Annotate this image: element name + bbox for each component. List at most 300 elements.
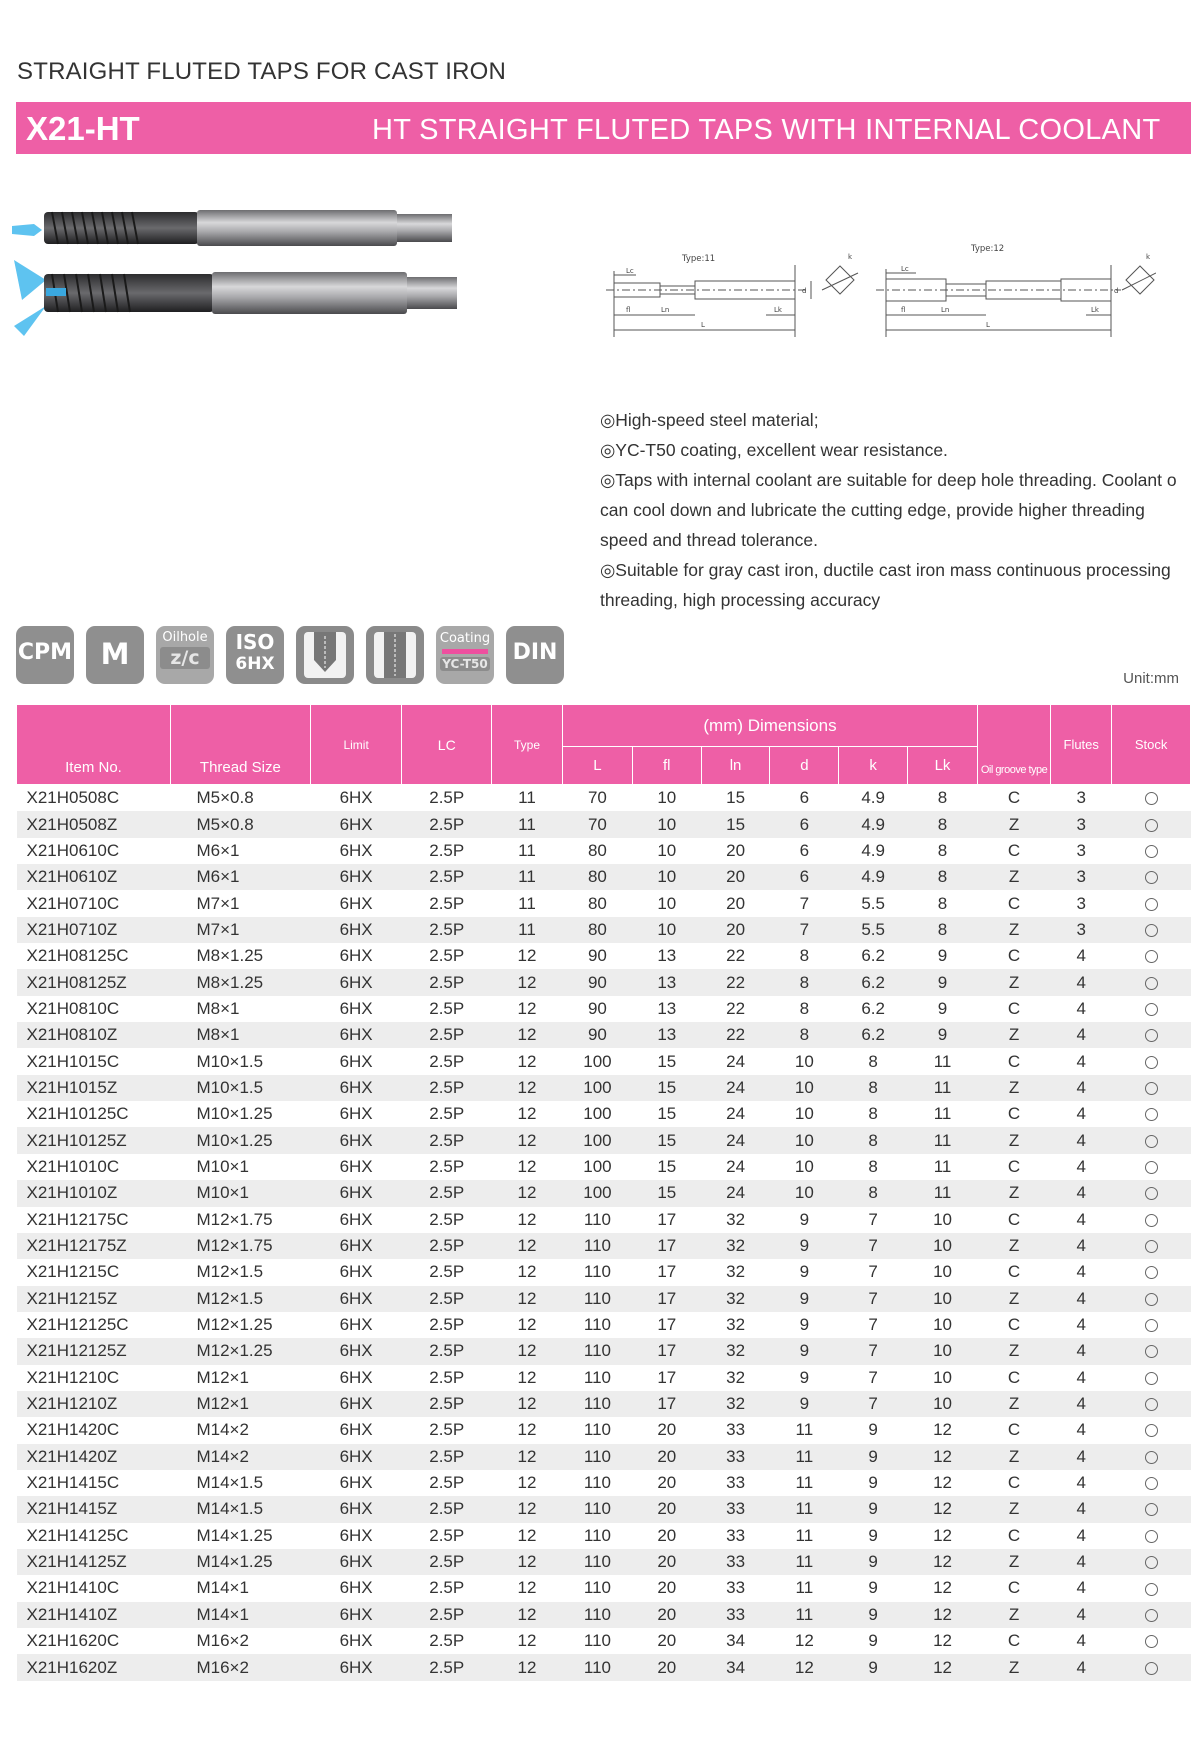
cell-type: 12: [492, 1180, 563, 1206]
cell-lc: 2.5P: [429, 1525, 465, 1545]
cell-L: 110: [583, 1525, 611, 1545]
cell-flutes: 4: [1076, 1367, 1086, 1387]
cell-limit: 6HX: [339, 788, 373, 808]
iso-6hx-icon: ISO 6HX: [226, 626, 284, 684]
cell-fl: 17: [657, 1262, 677, 1282]
cell-stock: [1112, 1444, 1191, 1470]
cell-item-no: X21H1010Z: [17, 1180, 171, 1206]
cell-flutes: 4: [1076, 1420, 1086, 1440]
cell-flutes: 4: [1076, 1525, 1086, 1545]
cell-lc: 2.5P: [402, 864, 492, 890]
cell-limit: 6HX: [310, 864, 402, 890]
cell-lc: 2.5P: [429, 1209, 465, 1229]
cell-lc: 2.5P: [402, 1233, 492, 1259]
cell-Lk: 12: [933, 1473, 952, 1493]
cell-Lk: 12: [933, 1631, 952, 1651]
cell-k: 7: [839, 1391, 908, 1417]
cell-ln: 33: [726, 1578, 746, 1598]
cell-oil-groove: Z: [977, 1338, 1050, 1364]
cell-fl: 15: [632, 1180, 701, 1206]
cell-thread-size: M16×2: [196, 1631, 249, 1651]
cell-oil-groove: Z: [977, 811, 1050, 837]
cell-k: 9: [868, 1473, 878, 1493]
cell-stock: [1112, 1101, 1191, 1127]
cell-flutes: 4: [1076, 1051, 1086, 1071]
cell-type: 12: [517, 1315, 537, 1335]
cell-ln: 24: [726, 1156, 746, 1176]
table-row: [17, 1575, 1191, 1601]
cell-stock: [1112, 838, 1191, 864]
cell-ln: 32: [701, 1286, 770, 1312]
cell-limit: 6HX: [310, 1180, 402, 1206]
cell-stock: [1112, 1048, 1191, 1074]
cell-thread-size: M12×1.25: [170, 1338, 310, 1364]
cell-Lk: 10: [908, 1233, 978, 1259]
cell-Lk: 12: [908, 1496, 978, 1522]
cell-item-no: X21H1420C: [26, 1420, 120, 1440]
col-k: k: [839, 747, 908, 785]
cell-type: 12: [517, 1420, 537, 1440]
col-L: L: [562, 747, 632, 785]
cell-Lk: 10: [908, 1286, 978, 1312]
cell-k: 4.9: [839, 864, 908, 890]
cell-item-no: X21H0710C: [26, 893, 120, 913]
cell-k: 7: [868, 1315, 878, 1335]
cell-d: 11: [795, 1420, 814, 1440]
cell-ln: 32: [701, 1233, 770, 1259]
cell-Lk: 12: [933, 1420, 952, 1440]
col-stock: Stock: [1112, 705, 1191, 785]
cell-ln: 24: [726, 1104, 746, 1124]
cell-k: 9: [868, 1631, 878, 1651]
cell-flutes: 4: [1076, 1262, 1086, 1282]
cell-type: 12: [517, 998, 537, 1018]
cell-type: 12: [517, 1578, 537, 1598]
cell-stock: [1112, 1312, 1191, 1338]
col-fl: fl: [632, 747, 701, 785]
cell-flutes: 4: [1076, 1104, 1086, 1124]
cell-fl: 15: [657, 1051, 677, 1071]
cell-stock: [1112, 1154, 1191, 1180]
cell-fl: 20: [632, 1602, 701, 1628]
cell-fl: 15: [657, 1104, 677, 1124]
cell-thread-size: M10×1: [196, 1156, 249, 1176]
cell-stock: [1112, 1523, 1191, 1549]
cell-thread-size: M5×0.8: [170, 811, 310, 837]
cell-stock: [1112, 890, 1191, 916]
cell-stock: [1112, 996, 1191, 1022]
cell-stock: [1112, 943, 1191, 969]
cell-d: 7: [799, 893, 810, 913]
cell-flutes: 4: [1051, 1075, 1112, 1101]
cell-lc: 2.5P: [429, 1156, 465, 1176]
cell-item-no: X21H1620Z: [17, 1654, 171, 1680]
cell-thread-size: M14×1.25: [196, 1525, 273, 1545]
col-oil-groove: Oil groove type: [977, 705, 1050, 785]
stock-circle-icon: [1145, 1214, 1158, 1227]
cell-item-no: X21H10125Z: [17, 1127, 171, 1153]
cell-ln: 24: [701, 1127, 770, 1153]
cell-ln: 33: [726, 1525, 746, 1545]
cell-thread-size: M12×1.75: [170, 1233, 310, 1259]
stock-circle-icon: [1145, 1240, 1158, 1253]
table-row: [17, 1154, 1191, 1180]
col-type: Type: [492, 705, 563, 785]
cell-type: 11: [492, 811, 563, 837]
cell-oil-groove: C: [1007, 1051, 1021, 1071]
cell-Lk: 10: [933, 1367, 952, 1387]
cell-thread-size: M16×2: [170, 1654, 310, 1680]
cell-L: 110: [583, 1420, 611, 1440]
stock-circle-icon: [1145, 1398, 1158, 1411]
stock-circle-icon: [1145, 1451, 1158, 1464]
cell-limit: 6HX: [339, 1209, 373, 1229]
cell-fl: 20: [657, 1631, 677, 1651]
cell-ln: 20: [726, 840, 746, 860]
cell-L: 110: [583, 1315, 611, 1335]
cell-k: 8: [868, 1156, 878, 1176]
cell-fl: 17: [632, 1391, 701, 1417]
cell-ln: 22: [701, 1022, 770, 1048]
table-row: [17, 1312, 1191, 1338]
cell-flutes: 4: [1051, 1127, 1112, 1153]
cell-d: 9: [799, 1367, 810, 1387]
cell-k: 5.5: [839, 917, 908, 943]
cell-L: 110: [583, 1262, 611, 1282]
cell-limit: 6HX: [310, 1338, 402, 1364]
cell-fl: 17: [657, 1367, 677, 1387]
stock-circle-icon: [1145, 792, 1158, 805]
cell-thread-size: M14×2: [170, 1444, 310, 1470]
cell-k: 8: [868, 1051, 878, 1071]
cell-ln: 33: [726, 1420, 746, 1440]
cell-type: 11: [518, 840, 536, 860]
cell-stock: [1112, 1259, 1191, 1285]
stock-circle-icon: [1145, 845, 1158, 858]
cell-type: 12: [517, 1473, 537, 1493]
cell-thread-size: M10×1.5: [170, 1075, 310, 1101]
table-row: [17, 1233, 1191, 1259]
cell-type: 11: [492, 864, 563, 890]
cell-oil-groove: C: [1007, 1315, 1021, 1335]
cell-ln: 20: [701, 917, 770, 943]
cell-Lk: 12: [908, 1549, 978, 1575]
cell-item-no: X21H1015Z: [17, 1075, 171, 1101]
cell-k: 6.2: [861, 998, 885, 1018]
cell-d: 9: [770, 1233, 839, 1259]
cell-Lk: 9: [908, 969, 978, 995]
feature-list: [600, 405, 1200, 615]
cell-lc: 2.5P: [402, 1075, 492, 1101]
cell-d: 7: [770, 917, 839, 943]
cell-fl: 17: [632, 1233, 701, 1259]
cell-stock: [1112, 1602, 1191, 1628]
cell-type: 12: [492, 1338, 563, 1364]
cell-Lk: 8: [908, 811, 978, 837]
cell-Lk: 9: [937, 946, 948, 966]
table-row: [17, 1048, 1191, 1074]
cell-L: 110: [583, 1209, 611, 1229]
cell-Lk: 8: [937, 788, 948, 808]
stock-circle-icon: [1145, 871, 1158, 884]
cell-limit: 6HX: [339, 840, 373, 860]
cell-ln: 22: [701, 969, 770, 995]
cell-oil-groove: C: [1007, 1209, 1021, 1229]
cell-L: 110: [583, 1367, 611, 1387]
cell-flutes: 4: [1076, 1209, 1086, 1229]
col-d: d: [770, 747, 839, 785]
table-row: [17, 1602, 1191, 1628]
cell-d: 6: [770, 811, 839, 837]
cell-Lk: 8: [908, 917, 978, 943]
cell-Lk: 11: [908, 1180, 978, 1206]
cell-Lk: 12: [908, 1654, 978, 1680]
cell-k: 9: [839, 1496, 908, 1522]
through-hole-icon: [366, 626, 424, 684]
cell-d: 10: [794, 1156, 814, 1176]
stock-circle-icon: [1145, 1293, 1158, 1306]
stock-circle-icon: [1145, 1266, 1158, 1279]
cell-L: 90: [562, 969, 632, 995]
cell-k: 7: [868, 1209, 878, 1229]
cell-lc: 2.5P: [429, 1631, 465, 1651]
cell-limit: 6HX: [339, 1578, 373, 1598]
din-icon: DIN: [506, 626, 564, 684]
cell-oil-groove: Z: [977, 1233, 1050, 1259]
cell-stock: [1112, 811, 1191, 837]
cell-type: 11: [492, 917, 563, 943]
cell-type: 11: [518, 893, 536, 913]
cell-oil-groove: Z: [977, 969, 1050, 995]
col-dimensions: (mm) Dimensions: [562, 705, 977, 747]
cell-oil-groove: C: [1007, 998, 1021, 1018]
stock-circle-icon: [1145, 1583, 1158, 1596]
table-row: [17, 917, 1191, 943]
svg-text:d: d: [802, 287, 807, 295]
cell-lc: 2.5P: [402, 1602, 492, 1628]
stock-circle-icon: [1145, 1424, 1158, 1437]
cell-L: 110: [562, 1391, 632, 1417]
stock-circle-icon: [1145, 1082, 1158, 1095]
cell-item-no: X21H1210Z: [17, 1391, 171, 1417]
cell-flutes: 4: [1051, 1391, 1112, 1417]
cell-oil-groove: Z: [977, 917, 1050, 943]
cell-k: 9: [839, 1602, 908, 1628]
blind-hole-icon: [296, 626, 354, 684]
col-ln: ln: [701, 747, 770, 785]
table-row: [17, 811, 1191, 837]
cell-k: 9: [839, 1654, 908, 1680]
cell-limit: 6HX: [339, 1051, 373, 1071]
cell-k: 8: [839, 1180, 908, 1206]
cell-thread-size: M12×1.75: [196, 1209, 273, 1229]
cell-limit: 6HX: [339, 1156, 373, 1176]
cell-k: 4.9: [839, 811, 908, 837]
table-row: [17, 1417, 1191, 1443]
cell-d: 12: [794, 1631, 814, 1651]
cell-lc: 2.5P: [429, 1473, 465, 1493]
table-row: [17, 1286, 1191, 1312]
feature-line: ◎Taps with internal coolant are suitable for deep hole threading. Coolant o: [600, 470, 1177, 490]
type-12-drawing: [876, 265, 1156, 337]
cell-item-no: X21H1015C: [26, 1051, 120, 1071]
svg-text:fl: fl: [626, 306, 631, 314]
cell-stock: [1112, 1338, 1191, 1364]
cell-type: 12: [492, 1496, 563, 1522]
cell-d: 11: [770, 1549, 839, 1575]
cell-thread-size: M5×0.8: [196, 788, 254, 808]
cell-oil-groove: C: [1007, 1262, 1021, 1282]
table-row: [17, 1654, 1191, 1680]
cell-fl: 20: [632, 1549, 701, 1575]
cell-ln: 15: [726, 788, 746, 808]
cell-fl: 13: [632, 969, 701, 995]
cell-item-no: X21H0710Z: [17, 917, 171, 943]
cell-type: 12: [492, 1127, 563, 1153]
cell-flutes: 4: [1051, 1654, 1112, 1680]
stock-circle-icon: [1145, 1187, 1158, 1200]
cell-flutes: 4: [1076, 1578, 1086, 1598]
cell-Lk: 12: [908, 1602, 978, 1628]
cell-L: 110: [562, 1444, 632, 1470]
cell-Lk: 11: [908, 1075, 978, 1101]
stock-circle-icon: [1145, 950, 1158, 963]
table-row: [17, 943, 1191, 969]
cell-type: 12: [492, 1233, 563, 1259]
feature-line: ◎High-speed steel material;: [600, 410, 819, 430]
metric-m-icon: M: [86, 626, 144, 684]
cell-fl: 10: [657, 840, 677, 860]
cell-fl: 17: [657, 1209, 677, 1229]
cell-item-no: X21H0810Z: [17, 1022, 171, 1048]
cell-L: 110: [583, 1631, 611, 1651]
cell-Lk: 10: [933, 1262, 952, 1282]
cell-lc: 2.5P: [402, 1127, 492, 1153]
cell-d: 10: [794, 1051, 814, 1071]
section-title: STRAIGHT FLUTED TAPS FOR CAST IRON: [17, 58, 507, 85]
cell-L: 110: [562, 1602, 632, 1628]
cell-L: 90: [587, 998, 607, 1018]
cell-stock: [1112, 1233, 1191, 1259]
cell-ln: 24: [726, 1051, 746, 1071]
cell-L: 80: [587, 893, 607, 913]
cell-k: 7: [839, 1286, 908, 1312]
cell-type: 12: [517, 1367, 537, 1387]
cell-flutes: 4: [1051, 1286, 1112, 1312]
cell-type: 12: [517, 1209, 537, 1229]
cell-item-no: X21H10125C: [26, 1104, 129, 1124]
svg-text:k: k: [848, 253, 853, 261]
cell-oil-groove: Z: [977, 1391, 1050, 1417]
stock-circle-icon: [1145, 1662, 1158, 1675]
stock-circle-icon: [1145, 819, 1158, 832]
cell-thread-size: M14×2: [196, 1420, 249, 1440]
cell-item-no: X21H0508C: [26, 788, 120, 808]
cell-type: 12: [492, 1444, 563, 1470]
cell-limit: 6HX: [310, 811, 402, 837]
table-row: [17, 1075, 1191, 1101]
cell-stock: [1112, 1207, 1191, 1233]
cell-lc: 2.5P: [402, 1654, 492, 1680]
cell-L: 80: [587, 840, 607, 860]
cell-L: 90: [587, 946, 607, 966]
stock-circle-icon: [1145, 1609, 1158, 1622]
cell-thread-size: M14×1: [170, 1602, 310, 1628]
cell-d: 10: [794, 1104, 814, 1124]
cell-flutes: 3: [1051, 917, 1112, 943]
cell-d: 9: [770, 1338, 839, 1364]
cell-thread-size: M12×1: [170, 1391, 310, 1417]
cell-type: 12: [492, 1602, 563, 1628]
svg-text:L: L: [701, 321, 705, 329]
cell-flutes: 4: [1051, 1549, 1112, 1575]
cell-L: 80: [562, 917, 632, 943]
cell-ln: 22: [726, 946, 746, 966]
tap-lower: [14, 260, 457, 336]
cell-L: 100: [583, 1051, 612, 1071]
cell-lc: 2.5P: [429, 1315, 465, 1335]
table-row: [17, 785, 1191, 812]
feature-line: threading, high processing accuracy: [600, 590, 881, 610]
cell-Lk: 12: [933, 1578, 952, 1598]
cell-k: 9: [868, 1578, 878, 1598]
cell-lc: 2.5P: [429, 946, 465, 966]
cell-stock: [1112, 969, 1191, 995]
cell-L: 100: [562, 1127, 632, 1153]
cell-fl: 10: [657, 788, 677, 808]
cell-flutes: 3: [1076, 893, 1086, 913]
cell-lc: 2.5P: [402, 1180, 492, 1206]
cell-oil-groove: C: [1007, 1473, 1021, 1493]
cell-ln: 32: [726, 1367, 746, 1387]
cell-flutes: 3: [1051, 864, 1112, 890]
cell-type: 12: [517, 1262, 537, 1282]
cell-k: 8: [839, 1127, 908, 1153]
cell-stock: [1112, 785, 1191, 812]
cell-thread-size: M12×1.5: [170, 1286, 310, 1312]
cell-item-no: X21H1415C: [26, 1473, 120, 1493]
cell-stock: [1112, 864, 1191, 890]
cell-d: 9: [799, 1262, 810, 1282]
cell-fl: 17: [657, 1315, 677, 1335]
cell-fl: 15: [632, 1127, 701, 1153]
cell-limit: 6HX: [339, 1420, 373, 1440]
cell-item-no: X21H1010C: [26, 1156, 120, 1176]
table-row: [17, 1338, 1191, 1364]
cell-type: 12: [492, 1075, 563, 1101]
cell-L: 110: [562, 1549, 632, 1575]
cell-item-no: X21H1420Z: [17, 1444, 171, 1470]
cell-limit: 6HX: [339, 998, 373, 1018]
cell-type: 12: [517, 946, 537, 966]
coating-icon: Coating YC-T50: [436, 626, 494, 684]
stock-circle-icon: [1145, 1635, 1158, 1648]
cell-flutes: 3: [1051, 811, 1112, 837]
cell-Lk: 9: [937, 998, 948, 1018]
col-flutes: Flutes: [1051, 705, 1112, 785]
cell-fl: 10: [632, 864, 701, 890]
cell-thread-size: M12×1: [196, 1367, 249, 1387]
cell-thread-size: M7×1: [196, 893, 240, 913]
cell-Lk: 10: [908, 1391, 978, 1417]
coating-color-bar: [442, 649, 488, 654]
cell-limit: 6HX: [310, 1127, 402, 1153]
cell-oil-groove: C: [1007, 1420, 1021, 1440]
cell-lc: 2.5P: [402, 1338, 492, 1364]
cell-stock: [1112, 1470, 1191, 1496]
cell-thread-size: M8×1.25: [170, 969, 310, 995]
cell-lc: 2.5P: [429, 1420, 465, 1440]
